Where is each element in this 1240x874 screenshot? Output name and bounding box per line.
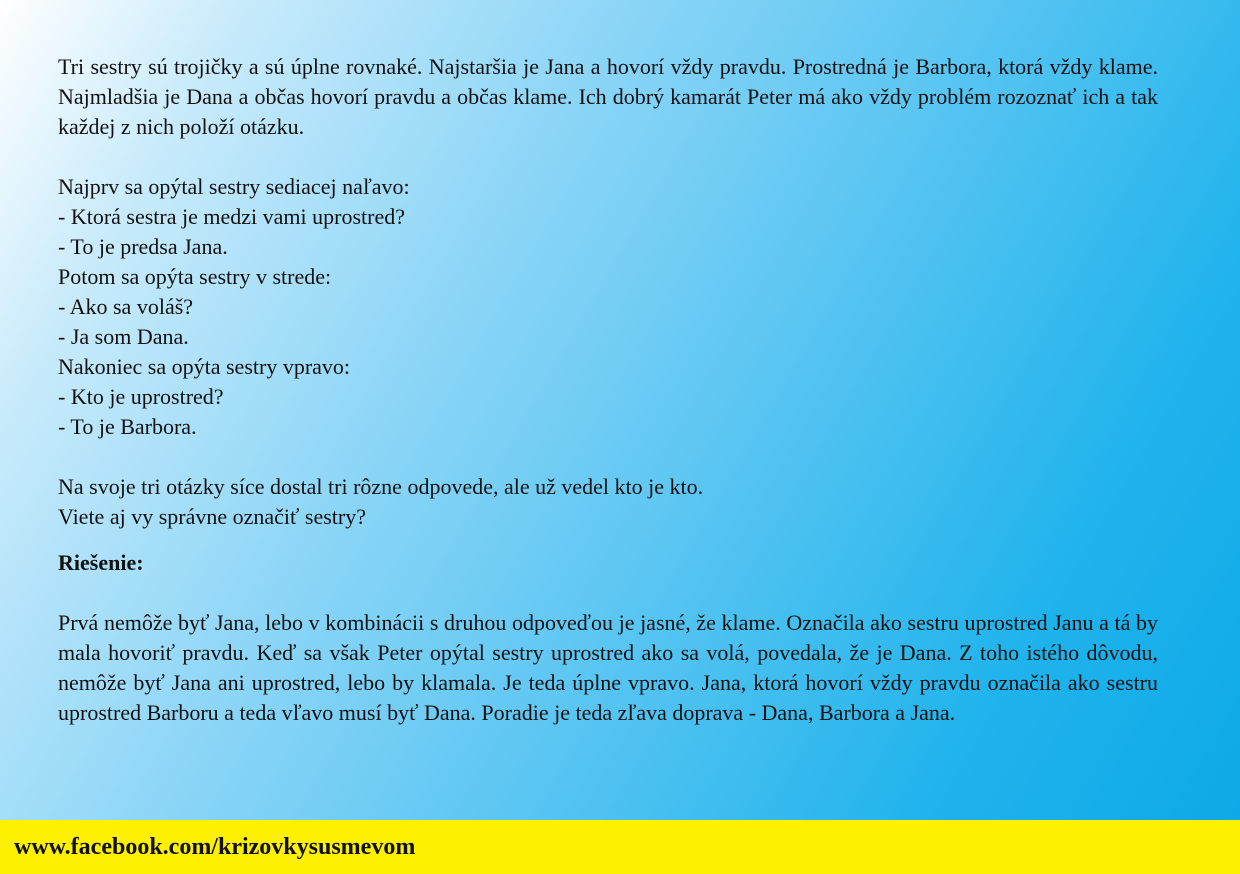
dialogue-line: - Ako sa voláš? (58, 294, 194, 319)
question-line: Na svoje tri otázky síce dostal tri rôzne odpovede, ale už vedel kto je kto. (58, 474, 704, 499)
intro-paragraph: Tri sestry sú trojičky a sú úplne rovnaké. Najstaršia je Jana a hovorí vždy pravdu. Prostredná je Barbora, ktorá vždy klame. Najmladšia je Dana a občas hovorí pravdu a občas klame. Ich dobrý kamarát Peter má ako vždy problém rozoznať ich a tak každej z nich položí otázku. (58, 54, 1158, 139)
dialogue-line: - To je Barbora. (58, 414, 197, 439)
dialogue-line: - Ja som Dana. (58, 324, 189, 349)
spacer (58, 442, 1158, 472)
dialogue-block (58, 172, 1158, 442)
puzzle-text (58, 52, 1158, 728)
spacer (58, 142, 1158, 172)
spacer (58, 578, 1158, 608)
facebook-link[interactable]: www.facebook.com/krizovkysusmevom (14, 834, 416, 860)
question-line: Viete aj vy správne označiť sestry? (58, 504, 367, 529)
dialogue-line: - To je predsa Jana. (58, 234, 228, 259)
footer-bar (0, 820, 1240, 874)
question-block (58, 472, 1158, 532)
dialogue-line: - Kto je uprostred? (58, 384, 224, 409)
spacer (58, 532, 1158, 548)
dialogue-line: Najprv sa opýtal sestry sediacej naľavo: (58, 174, 410, 199)
solution-heading: Riešenie: (58, 550, 144, 575)
dialogue-line: - Ktorá sestra je medzi vami uprostred? (58, 204, 405, 229)
dialogue-line: Nakoniec sa opýta sestry vpravo: (58, 354, 351, 379)
solution-paragraph: Prvá nemôže byť Jana, lebo v kombinácii s druhou odpoveďou je jasné, že klame. Označila ako sestru uprostred Janu a tá by mala hovoriť pravdu. Keď sa však Peter opýtal sestry uprostred ako sa volá, povedala, že je Dana. Z toho istého dôvodu, nemôže byť Jana ani uprostred, lebo by klamala. Je teda úplne vpravo. Jana, ktorá hovorí vždy pravdu označila ako sestru uprostred Barboru a teda vľavo musí byť Dana. Poradie je teda zľava doprava - Dana, Barbora a Jana. (58, 610, 1158, 725)
dialogue-line: Potom sa opýta sestry v strede: (58, 264, 332, 289)
